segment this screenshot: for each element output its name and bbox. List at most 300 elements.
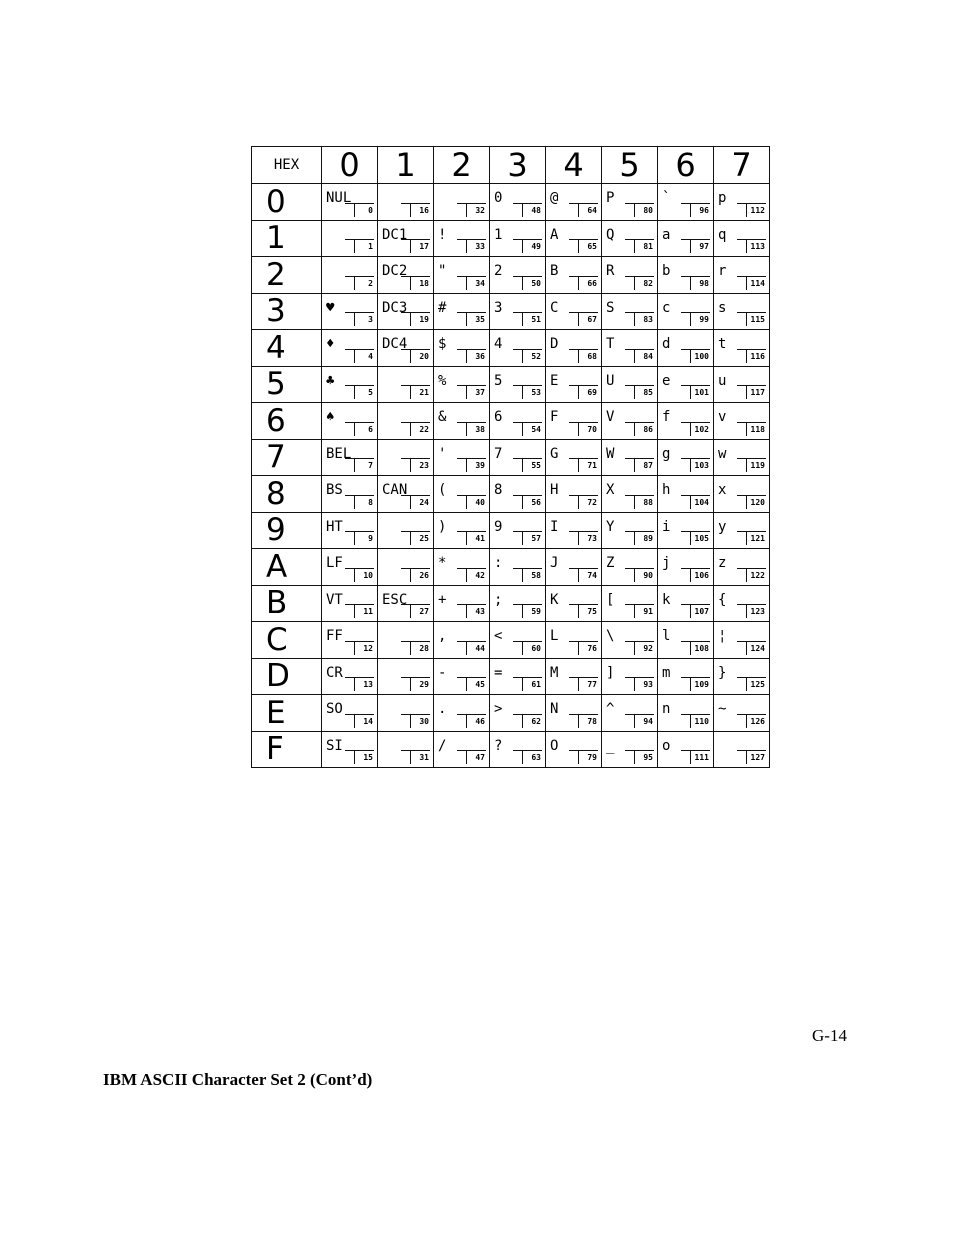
char-glyph: % [438,372,447,389]
decimal-code: 4 [354,349,374,363]
char-glyph: b [662,263,671,279]
hex-corner-label: HEX [252,147,322,184]
char-cell [378,549,434,586]
char-cell [322,622,378,659]
char-cell [434,731,490,768]
char-cell [490,439,546,476]
decimal-code: 47 [466,750,486,764]
table-row [252,731,770,768]
decimal-code: 99 [690,312,710,326]
char-cell [322,257,378,294]
decimal-code: 102 [690,422,710,436]
decimal-code: 49 [522,239,542,253]
char-cell [378,293,434,330]
decimal-code: 103 [690,458,710,472]
char-cell [658,585,714,622]
decimal-code: 32 [466,203,486,217]
char-glyph: X [606,482,615,498]
char-glyph: N [550,701,559,717]
decimal-code: 36 [466,349,486,363]
char-cell [714,366,770,403]
decimal-code: 121 [746,531,766,545]
row-header-B: B [252,585,322,622]
char-glyph: 5 [494,372,503,389]
char-glyph: 7 [494,445,503,462]
decimal-code: 106 [690,568,710,582]
char-cell [714,293,770,330]
char-glyph: ESC [382,591,408,608]
char-cell [546,293,602,330]
char-cell [378,585,434,622]
char-cell [658,731,714,768]
char-glyph: ♦ [326,336,335,352]
char-cell [490,403,546,440]
char-cell [322,293,378,330]
decimal-code: 15 [354,750,374,764]
char-glyph: I [550,518,559,535]
char-glyph: p [718,190,727,206]
char-glyph: [ [606,591,615,608]
decimal-code: 96 [690,203,710,217]
char-glyph: 2 [494,263,503,279]
char-glyph: , [438,628,447,644]
char-glyph: D [550,336,559,352]
decimal-code: 1 [354,239,374,253]
table-row [252,403,770,440]
column-header-7: 7 [714,147,770,184]
char-glyph: CAN [382,482,408,498]
char-glyph: * [438,555,447,571]
decimal-code: 54 [522,422,542,436]
char-glyph: @ [550,190,559,206]
decimal-code: 23 [410,458,430,472]
char-cell [546,658,602,695]
decimal-code: 5 [354,385,374,399]
decimal-code: 66 [578,276,598,290]
decimal-code: 87 [634,458,654,472]
char-cell [322,695,378,732]
char-cell [714,257,770,294]
char-cell [602,366,658,403]
char-cell [658,330,714,367]
char-cell [714,512,770,549]
char-glyph: t [718,336,727,352]
char-cell [658,293,714,330]
decimal-code: 100 [690,349,710,363]
decimal-code: 73 [578,531,598,545]
char-glyph: - [438,664,447,681]
char-glyph: " [438,263,447,279]
char-cell [602,549,658,586]
row-header-8: 8 [252,476,322,513]
decimal-code: 39 [466,458,486,472]
decimal-code: 44 [466,641,486,655]
page-caption: IBM ASCII Character Set 2 (Cont’d) [103,1070,373,1089]
char-cell [490,366,546,403]
column-header-5: 5 [602,147,658,184]
char-cell [714,585,770,622]
char-glyph: < [494,628,503,644]
char-cell [322,184,378,221]
char-cell [602,476,658,513]
char-glyph: f [662,409,671,425]
char-cell [434,622,490,659]
char-cell [490,220,546,257]
char-glyph: NUL [326,190,352,206]
decimal-code: 81 [634,239,654,253]
table-row [252,622,770,659]
decimal-code: 24 [410,495,430,509]
char-cell [546,622,602,659]
char-glyph: u [718,372,727,389]
decimal-code: 35 [466,312,486,326]
char-cell [378,366,434,403]
decimal-code: 67 [578,312,598,326]
char-cell [602,658,658,695]
decimal-code: 112 [746,203,766,217]
char-cell [546,330,602,367]
char-cell [378,439,434,476]
chart-body [252,184,770,768]
row-header-5: 5 [252,366,322,403]
decimal-code: 124 [746,641,766,655]
char-cell [546,731,602,768]
decimal-code: 38 [466,422,486,436]
char-cell [378,512,434,549]
column-header-0: 0 [322,147,378,184]
char-cell [490,512,546,549]
char-glyph: o [662,737,671,754]
char-glyph: { [718,591,727,608]
decimal-code: 20 [410,349,430,363]
char-cell [378,731,434,768]
row-header-7: 7 [252,439,322,476]
char-cell [714,403,770,440]
decimal-code: 122 [746,568,766,582]
char-glyph: F [550,409,559,425]
decimal-code: 18 [410,276,430,290]
char-cell [490,476,546,513]
char-glyph: 1 [494,226,503,243]
char-glyph: ) [438,518,447,535]
decimal-code: 33 [466,239,486,253]
char-glyph: FF [326,628,343,644]
char-cell [322,330,378,367]
char-glyph: G [550,445,559,462]
char-glyph: 9 [494,518,503,535]
char-glyph: K [550,591,559,608]
decimal-code: 104 [690,495,710,509]
table-row [252,585,770,622]
decimal-code: 88 [634,495,654,509]
char-glyph: DC2 [382,263,408,279]
decimal-code: 14 [354,714,374,728]
char-cell [546,366,602,403]
char-cell [658,695,714,732]
char-glyph: ` [662,190,671,206]
char-glyph: h [662,482,671,498]
decimal-code: 94 [634,714,654,728]
table-row [252,293,770,330]
char-glyph: 4 [494,336,503,352]
char-glyph: q [718,226,727,243]
decimal-code: 115 [746,312,766,326]
char-cell [546,585,602,622]
row-header-E: E [252,695,322,732]
decimal-code: 7 [354,458,374,472]
char-glyph: : [494,555,503,571]
char-cell [322,658,378,695]
char-cell [378,476,434,513]
decimal-code: 118 [746,422,766,436]
char-cell [378,403,434,440]
char-glyph: ♠ [326,409,335,425]
char-glyph: r [718,263,727,279]
decimal-code: 58 [522,568,542,582]
decimal-code: 0 [354,203,374,217]
decimal-code: 57 [522,531,542,545]
char-glyph: P [606,190,615,206]
decimal-code: 16 [410,203,430,217]
char-cell [546,439,602,476]
char-glyph: 0 [494,190,503,206]
decimal-code: 114 [746,276,766,290]
decimal-code: 92 [634,641,654,655]
char-glyph: V [606,409,615,425]
char-glyph: \ [606,628,615,644]
char-glyph: BS [326,482,343,498]
char-glyph: . [438,701,447,717]
decimal-code: 10 [354,568,374,582]
decimal-code: 65 [578,239,598,253]
decimal-code: 79 [578,750,598,764]
char-glyph: n [662,701,671,717]
table-row [252,257,770,294]
char-glyph: > [494,701,503,717]
char-cell [714,330,770,367]
char-cell [490,184,546,221]
char-glyph: ! [438,226,447,243]
decimal-code: 108 [690,641,710,655]
decimal-code: 56 [522,495,542,509]
char-cell [714,731,770,768]
decimal-code: 75 [578,604,598,618]
char-glyph: / [438,737,447,754]
char-glyph: a [662,226,671,243]
decimal-code: 48 [522,203,542,217]
char-glyph: ♣ [326,372,335,389]
char-glyph: m [662,664,671,681]
decimal-code: 76 [578,641,598,655]
decimal-code: 37 [466,385,486,399]
char-cell [658,366,714,403]
char-glyph: k [662,591,671,608]
char-glyph: Z [606,555,615,571]
char-cell [434,293,490,330]
decimal-code: 8 [354,495,374,509]
decimal-code: 6 [354,422,374,436]
decimal-code: 9 [354,531,374,545]
char-glyph: e [662,372,671,389]
decimal-code: 55 [522,458,542,472]
char-cell [546,549,602,586]
char-glyph: T [606,336,615,352]
char-glyph: $ [438,336,447,352]
decimal-code: 90 [634,568,654,582]
decimal-code: 125 [746,677,766,691]
decimal-code: 62 [522,714,542,728]
char-cell [434,257,490,294]
char-cell [602,731,658,768]
char-glyph: & [438,409,447,425]
char-glyph: DC3 [382,299,408,316]
char-cell [322,403,378,440]
row-header-6: 6 [252,403,322,440]
char-glyph: ( [438,482,447,498]
decimal-code: 113 [746,239,766,253]
char-cell [490,731,546,768]
table-row [252,658,770,695]
char-cell [658,403,714,440]
char-glyph: A [550,226,559,243]
char-glyph: w [718,445,727,462]
char-glyph: ? [494,737,503,754]
row-header-C: C [252,622,322,659]
char-glyph: s [718,299,727,316]
char-glyph: v [718,409,727,425]
decimal-code: 69 [578,385,598,399]
decimal-code: 53 [522,385,542,399]
char-cell [434,184,490,221]
char-cell [546,695,602,732]
decimal-code: 117 [746,385,766,399]
char-glyph: ♥ [326,299,335,316]
char-glyph: SO [326,701,343,717]
char-cell [322,731,378,768]
char-cell [546,220,602,257]
row-header-9: 9 [252,512,322,549]
decimal-code: 116 [746,349,766,363]
decimal-code: 61 [522,677,542,691]
decimal-code: 82 [634,276,654,290]
decimal-code: 28 [410,641,430,655]
char-cell [490,549,546,586]
decimal-code: 71 [578,458,598,472]
decimal-code: 74 [578,568,598,582]
char-glyph: R [606,263,615,279]
decimal-code: 127 [746,750,766,764]
char-glyph: y [718,518,727,535]
char-cell [378,220,434,257]
decimal-code: 105 [690,531,710,545]
char-glyph: E [550,372,559,389]
decimal-code: 80 [634,203,654,217]
decimal-code: 83 [634,312,654,326]
decimal-code: 13 [354,677,374,691]
table-row [252,695,770,732]
char-cell [490,257,546,294]
char-cell [434,220,490,257]
char-cell [434,512,490,549]
decimal-code: 63 [522,750,542,764]
table-row [252,476,770,513]
char-cell [490,658,546,695]
char-glyph: + [438,591,447,608]
char-glyph: SI [326,737,343,754]
char-glyph: DC4 [382,336,408,352]
char-cell [714,184,770,221]
char-cell [602,622,658,659]
char-cell [378,330,434,367]
row-header-A: A [252,549,322,586]
char-cell [658,549,714,586]
decimal-code: 89 [634,531,654,545]
char-cell [658,220,714,257]
char-cell [602,220,658,257]
char-cell [714,439,770,476]
char-glyph: VT [326,591,343,608]
decimal-code: 43 [466,604,486,618]
decimal-code: 72 [578,495,598,509]
char-cell [490,293,546,330]
char-glyph: } [718,664,727,681]
column-header-4: 4 [546,147,602,184]
char-cell [602,512,658,549]
decimal-code: 21 [410,385,430,399]
char-cell [378,257,434,294]
char-glyph: 3 [494,299,503,316]
char-glyph: g [662,445,671,462]
char-cell [602,293,658,330]
decimal-code: 109 [690,677,710,691]
table-row [252,549,770,586]
char-cell [658,476,714,513]
char-glyph: B [550,263,559,279]
char-cell [490,330,546,367]
column-header-6: 6 [658,147,714,184]
decimal-code: 93 [634,677,654,691]
char-cell [322,512,378,549]
char-glyph: Q [606,226,615,243]
char-glyph: U [606,372,615,389]
ascii-chart-table [251,146,770,768]
char-cell [658,512,714,549]
char-glyph: Y [606,518,615,535]
char-cell [322,220,378,257]
char-glyph: ] [606,664,615,681]
char-cell [434,330,490,367]
row-header-0: 0 [252,184,322,221]
decimal-code: 52 [522,349,542,363]
char-glyph: S [606,299,615,316]
char-cell [322,439,378,476]
decimal-code: 126 [746,714,766,728]
char-cell [434,658,490,695]
decimal-code: 30 [410,714,430,728]
column-header-3: 3 [490,147,546,184]
decimal-code: 46 [466,714,486,728]
char-cell [490,585,546,622]
row-header-F: F [252,731,322,768]
decimal-code: 107 [690,604,710,618]
char-cell [602,439,658,476]
row-header-1: 1 [252,220,322,257]
decimal-code: 91 [634,604,654,618]
decimal-code: 85 [634,385,654,399]
char-cell [546,184,602,221]
char-cell [490,695,546,732]
char-glyph: LF [326,555,343,571]
